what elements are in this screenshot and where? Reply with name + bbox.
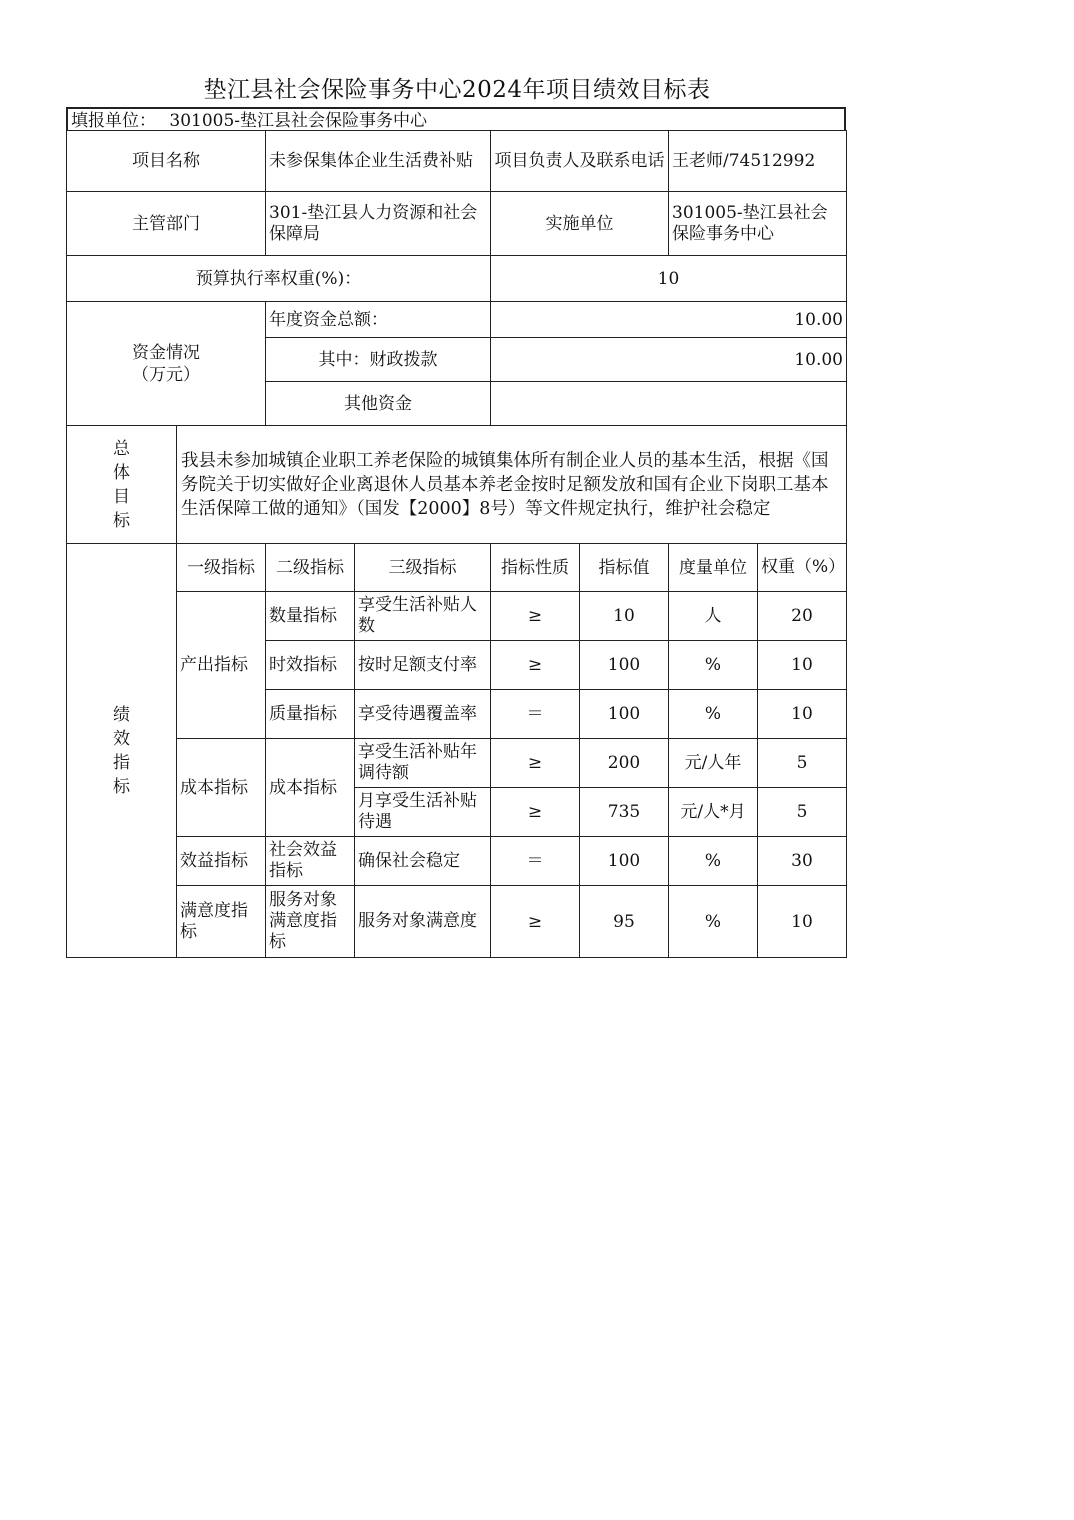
nature-cell: ≥	[491, 886, 580, 958]
fill-unit-line	[66, 107, 846, 131]
goal-label	[67, 426, 177, 544]
goal-label-char: 目	[113, 486, 130, 507]
nature-cell: ＝	[491, 837, 580, 886]
indicators-label-char: 绩	[113, 704, 130, 725]
dept-value: 301-垫江县人力资源和社会保障局	[266, 192, 491, 256]
nature-cell: ≥	[491, 788, 580, 837]
level1-cell: 产出指标	[177, 592, 266, 739]
indicators-label	[67, 544, 177, 958]
nature-cell: ≥	[491, 641, 580, 690]
table-row	[67, 739, 847, 788]
budget-weight-value: 10	[491, 256, 847, 302]
funds-other-value	[491, 382, 847, 426]
weight-cell: 5	[758, 739, 847, 788]
weight-cell: 10	[758, 886, 847, 958]
funds-fiscal-label: 其中：财政拨款	[266, 338, 491, 382]
nature-cell: ≥	[491, 592, 580, 641]
header-unit: 度量单位	[669, 544, 758, 592]
level3-cell: 月享受生活补贴待遇	[355, 788, 491, 837]
table-row	[67, 592, 847, 641]
funds-label	[67, 302, 266, 426]
level2-cell: 时效指标	[266, 641, 355, 690]
weight-cell: 30	[758, 837, 847, 886]
impl-label: 实施单位	[491, 192, 669, 256]
header-level2: 二级指标	[266, 544, 355, 592]
funds-total-value: 10.00	[491, 302, 847, 338]
indicators-label-char: 标	[113, 776, 130, 797]
level3-cell: 享受待遇覆盖率	[355, 690, 491, 739]
header-value: 指标值	[580, 544, 669, 592]
impl-value: 301005-垫江县社会保险事务中心	[669, 192, 847, 256]
funds-total-label: 年度资金总额：	[266, 302, 491, 338]
goal-label-char: 标	[113, 510, 130, 531]
level3-cell: 享受生活补贴年调待额	[355, 739, 491, 788]
nature-cell: ≥	[491, 739, 580, 788]
header-level1: 一级指标	[177, 544, 266, 592]
unit-cell: 元/人*月	[669, 788, 758, 837]
unit-cell: %	[669, 886, 758, 958]
performance-table	[66, 130, 847, 958]
level2-cell: 社会效益指标	[266, 837, 355, 886]
value-cell: 200	[580, 739, 669, 788]
funds-fiscal-value: 10.00	[491, 338, 847, 382]
unit-cell: 人	[669, 592, 758, 641]
value-cell: 100	[580, 837, 669, 886]
goal-text: 我县未参加城镇企业职工养老保险的城镇集体所有制企业人员的基本生活，根据《国务院关于切实做好企业离退休人员基本养老金按时足额发放和国有企业下岗职工基本生活保障工做的通知》（国发【2000】8号）等文件规定执行，维护社会稳定	[177, 426, 847, 544]
level3-cell: 服务对象满意度	[355, 886, 491, 958]
value-cell: 735	[580, 788, 669, 837]
level1-cell: 成本指标	[177, 739, 266, 837]
table-row	[67, 886, 847, 958]
value-cell: 10	[580, 592, 669, 641]
value-cell: 100	[580, 641, 669, 690]
unit-cell: %	[669, 641, 758, 690]
weight-cell: 20	[758, 592, 847, 641]
goal-label-char: 总	[113, 438, 130, 459]
header-level3: 三级指标	[355, 544, 491, 592]
funds-other-label: 其他资金	[266, 382, 491, 426]
goal-label-char: 体	[113, 462, 130, 483]
indicators-label-char: 指	[113, 752, 130, 773]
level3-cell: 确保社会稳定	[355, 837, 491, 886]
page-title: 垫江县社会保险事务中心2024年项目绩效目标表	[203, 77, 711, 103]
indicators-label-char: 效	[113, 728, 130, 749]
value-cell: 95	[580, 886, 669, 958]
project-name-value: 未参保集体企业生活费补贴	[266, 131, 491, 192]
weight-cell: 10	[758, 690, 847, 739]
table-row	[67, 837, 847, 886]
weight-cell: 5	[758, 788, 847, 837]
weight-cell: 10	[758, 641, 847, 690]
contact-value: 王老师/74512992	[669, 131, 847, 192]
fill-unit-value: 301005-垫江县社会保险事务中心	[169, 111, 428, 131]
header-weight: 权重（%）	[758, 544, 847, 592]
level2-cell: 质量指标	[266, 690, 355, 739]
fill-unit-label: 填报单位：	[71, 111, 156, 131]
funds-label-line1: 资金情况	[132, 342, 200, 363]
level2-cell: 数量指标	[266, 592, 355, 641]
budget-weight-label: 预算执行率权重(%)：	[67, 256, 491, 302]
dept-label: 主管部门	[67, 192, 266, 256]
value-cell: 100	[580, 690, 669, 739]
level3-cell: 享受生活补贴人数	[355, 592, 491, 641]
header-nature: 指标性质	[491, 544, 580, 592]
level2-cell: 服务对象满意度指标	[266, 886, 355, 958]
level3-cell: 按时足额支付率	[355, 641, 491, 690]
level2-cell: 成本指标	[266, 739, 355, 837]
unit-cell: %	[669, 837, 758, 886]
level1-cell: 满意度指标	[177, 886, 266, 958]
nature-cell: ＝	[491, 690, 580, 739]
level1-cell: 效益指标	[177, 837, 266, 886]
unit-cell: 元/人年	[669, 739, 758, 788]
contact-label: 项目负责人及联系电话	[491, 131, 669, 192]
project-name-label: 项目名称	[67, 131, 266, 192]
funds-label-line2: （万元）	[132, 364, 200, 385]
unit-cell: %	[669, 690, 758, 739]
